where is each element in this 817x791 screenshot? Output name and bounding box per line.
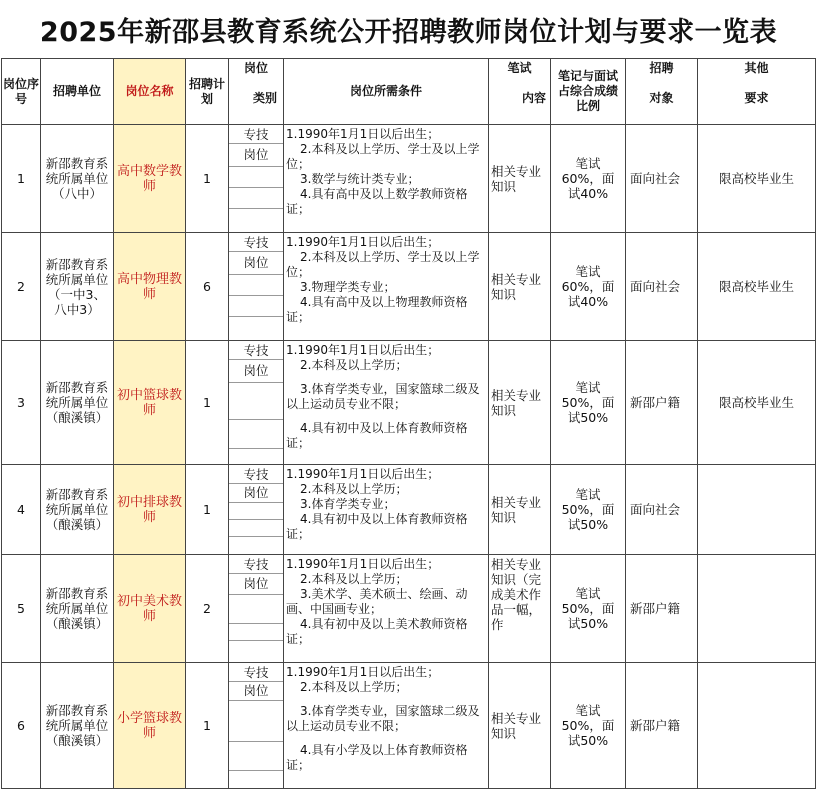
row-other: 限高校毕业生 [698,341,816,465]
header-written-bottom: 内容 [521,91,546,105]
row-target: 面向社会 [626,465,698,555]
row-category [229,465,284,555]
row-seq: 1 [2,125,41,233]
category-label-top: 专技 [229,557,283,574]
requirement-item: 2.本科及以上学历； [300,358,408,372]
row-category [229,341,284,465]
header-ratio: 笔记与面试占综合成绩比例 [551,59,626,125]
category-divider [229,624,283,641]
row-unit: 新邵教育系统所属单位（酿溪镇） [41,555,114,663]
row-seq: 2 [2,233,41,341]
row-seq: 3 [2,341,41,465]
header-category-wrap [229,59,283,124]
row-plan: 1 [186,341,229,465]
requirement-item: 4.具有初中及以上体育教师资格证； [286,512,468,541]
header-written [489,59,551,125]
header-plan-bottom: 划 [200,91,213,106]
requirement-item: 3.体育学类专业； [300,497,396,511]
row-requirements [284,341,489,465]
row-requirements [284,125,489,233]
row-plan: 2 [186,555,229,663]
row-job-name: 高中数学教师 [114,125,186,233]
header-target [626,59,698,125]
requirement-item: 4.具有高中及以上数学教师资格证； [286,187,468,216]
row-written: 相关专业知识 [489,233,551,341]
row-requirements [284,663,489,789]
requirement-item: 4.具有小学及以上体育教师资格证； [286,743,468,772]
requirement-item: 4.具有高中及以上物理教师资格证； [286,295,468,324]
category-divider [229,503,283,520]
row-ratio: 笔试50%，面试50% [551,555,626,663]
category-label-top: 专技 [229,127,283,144]
row-target: 新邵户籍 [626,341,698,465]
header-written-wrap [489,59,550,124]
row-ratio: 笔试60%，面试40% [551,233,626,341]
header-plan-top: 招聘计 [188,76,225,91]
requirement-item: 3.体育学类专业，国家篮球二级及以上运动员专业不限； [286,382,480,411]
row-unit: 新邵教育系统所属单位（八中） [41,125,114,233]
requirement-item: 1.1990年1月1日以后出生； [286,343,440,357]
requirement-item: 1.1990年1月1日以后出生； [286,557,440,571]
table-row [2,465,816,555]
category-label-bottom: 岗位 [229,144,283,167]
row-seq: 4 [2,465,41,555]
row-unit: 新邵教育系统所属单位（酿溪镇） [41,341,114,465]
requirement-item: 2.本科及以上学历； [300,680,408,694]
row-job-name: 高中物理教师 [114,233,186,341]
category-label-top: 专技 [229,343,283,360]
row-unit: 新邵教育系统所属单位（酿溪镇） [41,663,114,789]
category-divider [229,520,283,537]
row-plan: 6 [186,233,229,341]
row-other [698,663,816,789]
row-plan: 1 [186,663,229,789]
header-category-top: 岗位 [243,61,268,75]
row-target: 面向社会 [626,233,698,341]
category-divider [229,167,283,188]
category-label-top: 专技 [229,467,283,484]
row-written: 相关专业知识 [489,341,551,465]
header-target-bottom: 对象 [649,91,674,105]
category-divider [229,188,283,209]
row-requirements [284,233,489,341]
category-divider [229,383,283,420]
table-row [2,233,816,341]
row-other: 限高校毕业生 [698,125,816,233]
category-label-top: 专技 [229,235,283,252]
category-label-bottom: 岗位 [229,252,283,275]
requirement-item: 1.1990年1月1日以后出生； [286,665,440,679]
row-seq: 5 [2,555,41,663]
header-requirements: 岗位所需条件 [284,59,489,125]
table-row [2,341,816,465]
requirement-item: 1.1990年1月1日以后出生； [286,127,440,141]
header-category-bottom: 类别 [252,91,277,105]
header-plan [186,59,229,125]
table-row [2,555,816,663]
row-plan: 1 [186,125,229,233]
row-category [229,125,284,233]
row-job-name: 初中排球教师 [114,465,186,555]
header-target-wrap [626,59,697,124]
row-seq: 6 [2,663,41,789]
requirement-item: 2.本科及以上学历； [300,482,408,496]
requirement-item: 2.本科及以上学历、学士及以上学位； [286,250,480,279]
category-label-bottom: 岗位 [229,484,283,503]
category-label-bottom: 岗位 [229,360,283,383]
row-written: 相关专业知识（完成美术作品一幅，作 [489,555,551,663]
row-target: 新邵户籍 [626,663,698,789]
row-target: 面向社会 [626,125,698,233]
row-other: 限高校毕业生 [698,233,816,341]
row-job-name: 小学篮球教师 [114,663,186,789]
header-seq: 岗位序号 [2,59,41,125]
header-other-bottom: 要求 [744,91,769,105]
category-divider [229,742,283,771]
category-divider [229,701,283,742]
row-written: 相关专业知识 [489,465,551,555]
requirement-item: 2.本科及以上学历； [300,572,408,586]
header-written-top: 笔试 [507,61,532,75]
requirement-item: 3.物理学类专业； [300,280,396,294]
header-other [698,59,816,125]
category-label-bottom: 岗位 [229,682,283,701]
row-category [229,663,284,789]
row-written: 相关专业知识 [489,663,551,789]
row-written: 相关专业知识 [489,125,551,233]
requirement-item: 3.数学与统计类专业； [300,172,420,186]
row-job-name: 初中美术教师 [114,555,186,663]
category-divider [229,296,283,317]
category-divider [229,420,283,449]
table-header-row [2,59,816,125]
row-ratio: 笔试60%，面试40% [551,125,626,233]
requirement-item: 3.体育学类专业，国家篮球二级及以上运动员专业不限； [286,704,480,733]
recruitment-table [1,58,816,789]
header-category [229,59,284,125]
row-unit: 新邵教育系统所属单位（酿溪镇） [41,465,114,555]
requirement-item: 4.具有初中及以上美术教师资格证； [286,617,468,646]
row-ratio: 笔试50%，面试50% [551,465,626,555]
category-divider [229,275,283,296]
row-ratio: 笔试50%，面试50% [551,341,626,465]
header-other-top: 其他 [744,61,769,75]
row-other [698,555,816,663]
header-job-name: 岗位名称 [114,59,186,125]
row-job-name: 初中篮球教师 [114,341,186,465]
requirement-item: 4.具有初中及以上体育教师资格证； [286,421,468,450]
category-label-bottom: 岗位 [229,574,283,595]
header-target-top: 招聘 [649,61,674,75]
row-requirements [284,555,489,663]
header-other-wrap [698,59,815,124]
row-requirements [284,465,489,555]
row-ratio: 笔试50%，面试50% [551,663,626,789]
header-unit: 招聘单位 [41,59,114,125]
category-divider [229,595,283,624]
requirement-item: 1.1990年1月1日以后出生； [286,467,440,481]
requirement-item: 3.美术学、美术硕士、绘画、动画、中国画专业； [286,587,468,616]
row-target: 新邵户籍 [626,555,698,663]
category-label-top: 专技 [229,665,283,682]
row-category [229,555,284,663]
requirement-item: 1.1990年1月1日以后出生； [286,235,440,249]
row-other [698,465,816,555]
row-unit: 新邵教育系统所属单位（一中3、八中3） [41,233,114,341]
row-plan: 1 [186,465,229,555]
row-category [229,233,284,341]
page-title: 2025年新邵县教育系统公开招聘教师岗位计划与要求一览表 [39,16,778,48]
requirement-item: 2.本科及以上学历、学士及以上学位； [286,142,480,171]
table-row [2,663,816,789]
table-row [2,125,816,233]
